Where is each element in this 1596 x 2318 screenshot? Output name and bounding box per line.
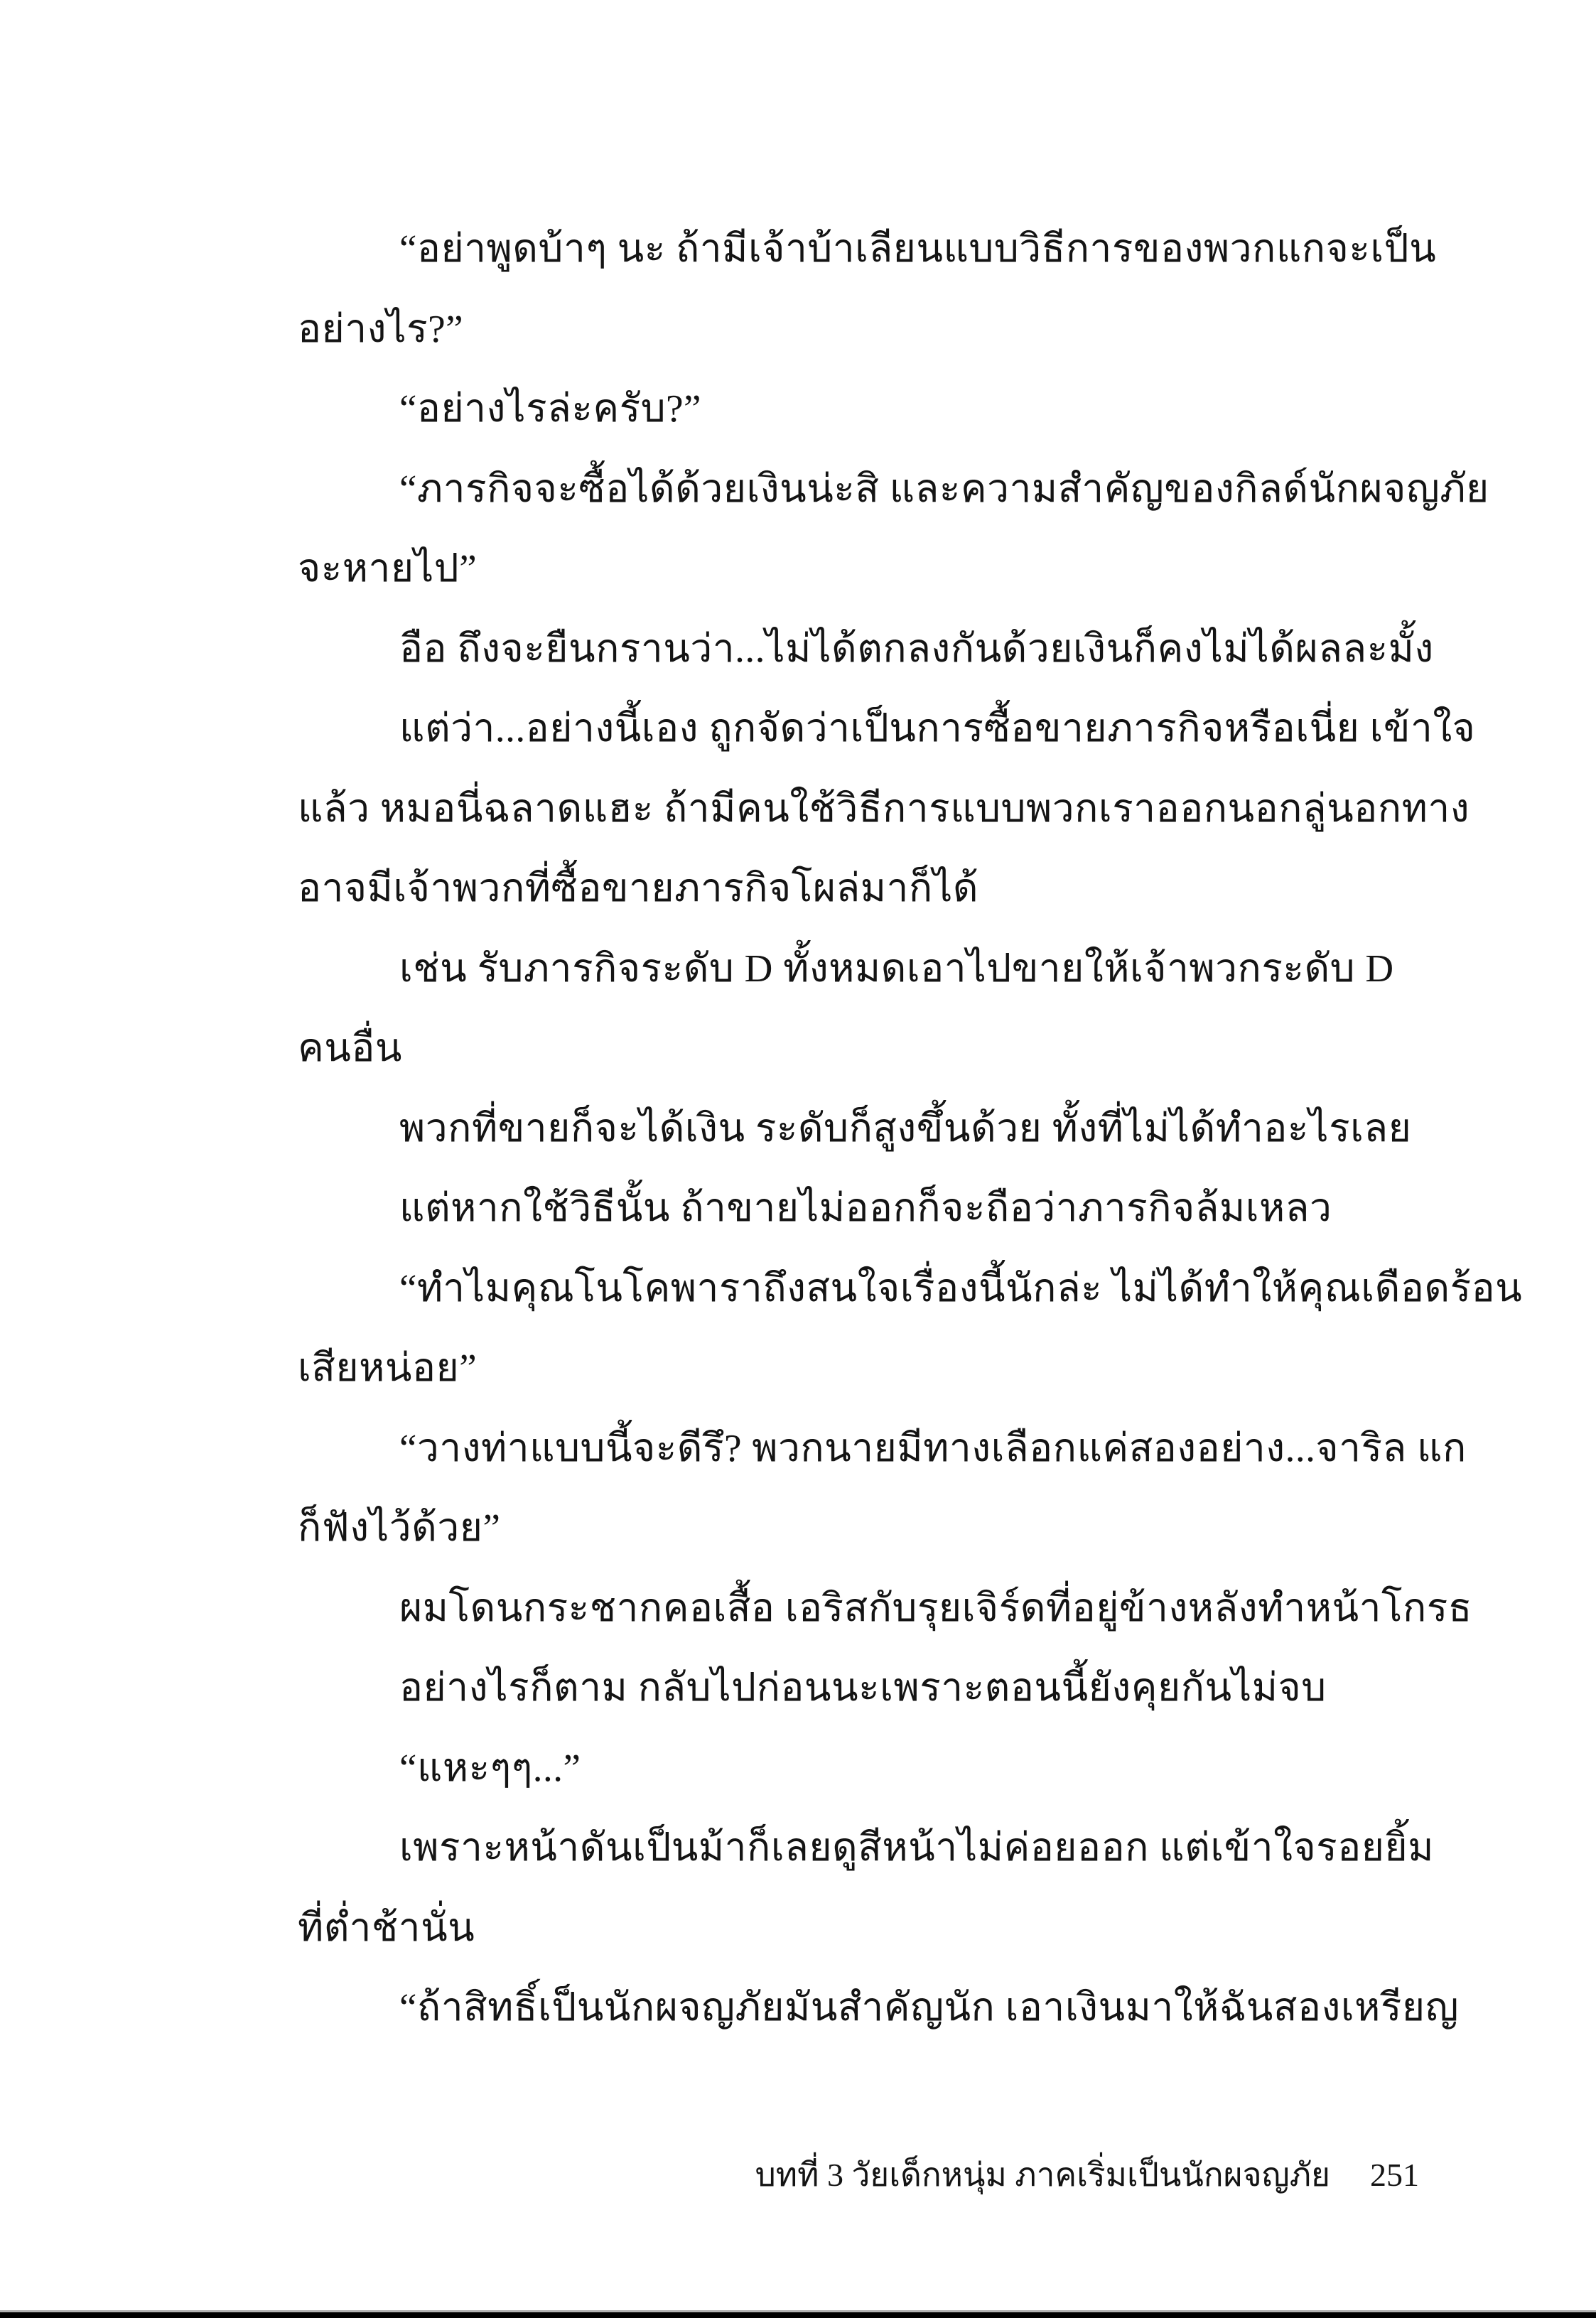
text-line: เช่น รับภารกิจระดับ D ทั้งหมดเอาไปขายให้เจ้าพวกระดับ D bbox=[399, 946, 1394, 990]
text-line: “ภารกิจจะซื้อได้ด้วยเงินน่ะสิ และความสำคัญของกิลด์นักผจญภัย bbox=[399, 466, 1489, 510]
text-line: “อย่างไรล่ะครับ?” bbox=[399, 387, 701, 430]
text-line: ที่ต่ำช้านั่น bbox=[298, 1905, 475, 1949]
text-line: อาจมีเจ้าพวกที่ซื้อขายภารกิจโผล่มาก็ได้ bbox=[298, 866, 979, 910]
text-line: “วางท่าแบบนี้จะดีรึ? พวกนายมีทางเลือกแค่สองอย่าง...จาริล แก bbox=[399, 1425, 1467, 1470]
text-line: แต่ว่า...อย่างนี้เอง ถูกจัดว่าเป็นการซื้อขายภารกิจหรือเนี่ย เข้าใจ bbox=[399, 706, 1476, 750]
text-line: จะหายไป” bbox=[298, 546, 478, 590]
text-line: “ทำไมคุณโนโคพาราถึงสนใจเรื่องนี้นักล่ะ ไม่ได้ทำให้คุณเดือดร้อน bbox=[399, 1266, 1523, 1310]
text-line: เพราะหน้าดันเป็นม้าก็เลยดูสีหน้าไม่ค่อยออก แต่เข้าใจรอยยิ้ม bbox=[399, 1826, 1434, 1869]
text-line: คนอื่น bbox=[298, 1026, 403, 1069]
scan-edge-bar bbox=[0, 2310, 1596, 2318]
text-line: อย่างไร?” bbox=[298, 306, 464, 350]
text-line: แล้ว หมอนี่ฉลาดแฮะ ถ้ามีคนใช้วิธีการแบบพวกเราออกนอกลู่นอกทาง bbox=[298, 786, 1470, 830]
footer-page-number: 251 bbox=[1370, 2157, 1419, 2193]
text-line: ผมโดนกระชากคอเสื้อ เอริสกับรุยเจิร์ดที่อยู่ข้างหลังทำหน้าโกรธ bbox=[399, 1585, 1472, 1629]
text-line: “ถ้าสิทธิ์เป็นนักผจญภัยมันสำคัญนัก เอาเงินมาให้ฉันสองเหรียญ bbox=[399, 1985, 1460, 2029]
text-line: พวกที่ขายก็จะได้เงิน ระดับก็สูงขึ้นด้วย ทั้งที่ไม่ได้ทำอะไรเลย bbox=[399, 1106, 1412, 1150]
page-footer bbox=[298, 2153, 1419, 2197]
text-line: อย่างไรก็ตาม กลับไปก่อนนะเพราะตอนนี้ยังคุยกันไม่จบ bbox=[399, 1666, 1327, 1709]
text-line: อือ ถึงจะยืนกรานว่า...ไม่ได้ตกลงกันด้วยเงินก็คงไม่ได้ผลละมั้ง bbox=[399, 626, 1434, 670]
text-line: ก็ฟังไว้ด้วย” bbox=[298, 1506, 501, 1549]
footer-chapter-title: บทที่ 3 วัยเด็กหนุ่ม ภาคเริ่มเป็นนักผจญภัย bbox=[755, 2157, 1330, 2193]
text-line: เสียหน่อย” bbox=[298, 1346, 478, 1389]
text-line: “แหะๆๆ...” bbox=[399, 1745, 581, 1789]
page-body bbox=[298, 209, 1523, 2048]
text-line: “อย่าพูดบ้าๆ นะ ถ้ามีเจ้าบ้าเลียนแบบวิธีการของพวกแกจะเป็น bbox=[399, 227, 1437, 270]
text-line: แต่หากใช้วิธีนั้น ถ้าขายไม่ออกก็จะถือว่าภารกิจล้มเหลว bbox=[399, 1186, 1332, 1229]
